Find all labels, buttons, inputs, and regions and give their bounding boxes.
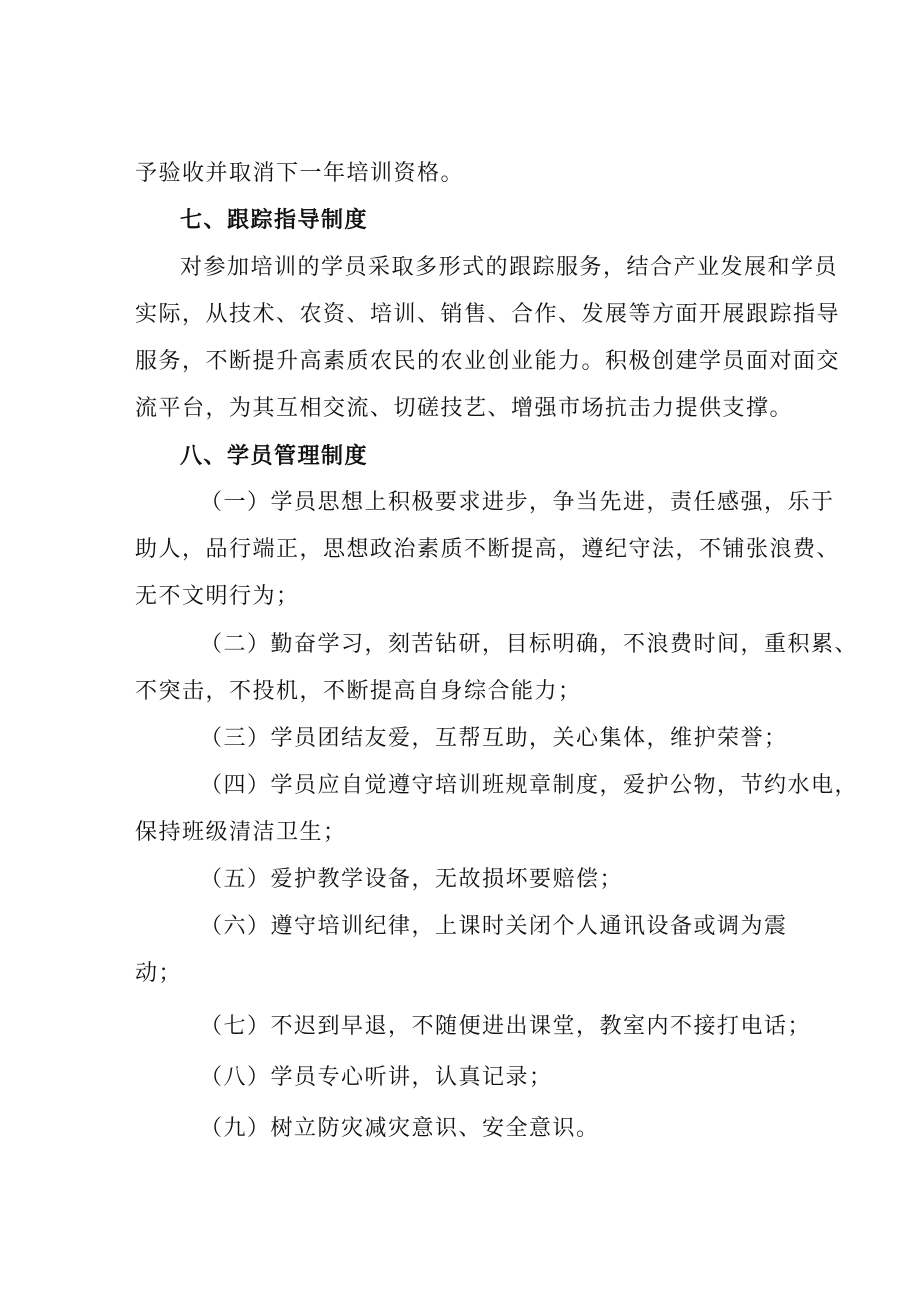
list-item-line: （一）学员思想上积极要求进步，争当先进，责任感强，乐于	[200, 490, 835, 515]
section-heading-seven: 七、跟踪指导制度	[180, 208, 369, 233]
list-item-line: 不突击，不投机，不断提高自身综合能力；	[135, 679, 582, 704]
list-item-line: （九）树立防灾减灾意识、安全意识。	[200, 1116, 600, 1141]
paragraph-line: 予验收并取消下一年培训资格。	[135, 161, 465, 186]
paragraph-line: 流平台，为其互相交流、切磋技艺、增强市场抗击力提供支撑。	[135, 396, 794, 421]
list-item-line: （二）勤奋学习，刻苦钻研，目标明确，不浪费时间，重积累、	[200, 632, 859, 657]
list-item-line: （八）学员专心听讲，认真记录；	[200, 1065, 553, 1090]
list-item-line: （四）学员应自觉遵守培训班规章制度，爱护公物，节约水电，	[200, 773, 859, 798]
paragraph-line: 服务，不断提升高素质农民的农业创业能力。积极创建学员面对面交	[135, 349, 841, 374]
list-item-line: 保持班级清洁卫生；	[135, 820, 347, 845]
list-item-line: （七）不迟到早退，不随便进出课堂，教室内不接打电话；	[200, 1014, 812, 1039]
list-item-line: （六）遵守培训纪律，上课时关闭个人通讯设备或调为震	[200, 914, 788, 939]
list-item-line: 动；	[135, 961, 183, 986]
paragraph-line: 实际，从技术、农资、培训、销售、合作、发展等方面开展跟踪指导	[135, 302, 841, 327]
section-heading-eight: 八、学员管理制度	[180, 444, 369, 469]
list-item-line: （五）爱护教学设备，无故损坏要赔偿；	[200, 867, 624, 892]
list-item-line: （三）学员团结友爱，互帮互助，关心集体，维护荣誉；	[200, 726, 788, 751]
list-item-line: 无不文明行为；	[135, 584, 300, 609]
list-item-line: 助人，品行端正，思想政治素质不断提高，遵纪守法，不铺张浪费、	[135, 537, 841, 562]
paragraph-line: 对参加培训的学员采取多形式的跟踪服务，结合产业发展和学员	[180, 255, 839, 280]
